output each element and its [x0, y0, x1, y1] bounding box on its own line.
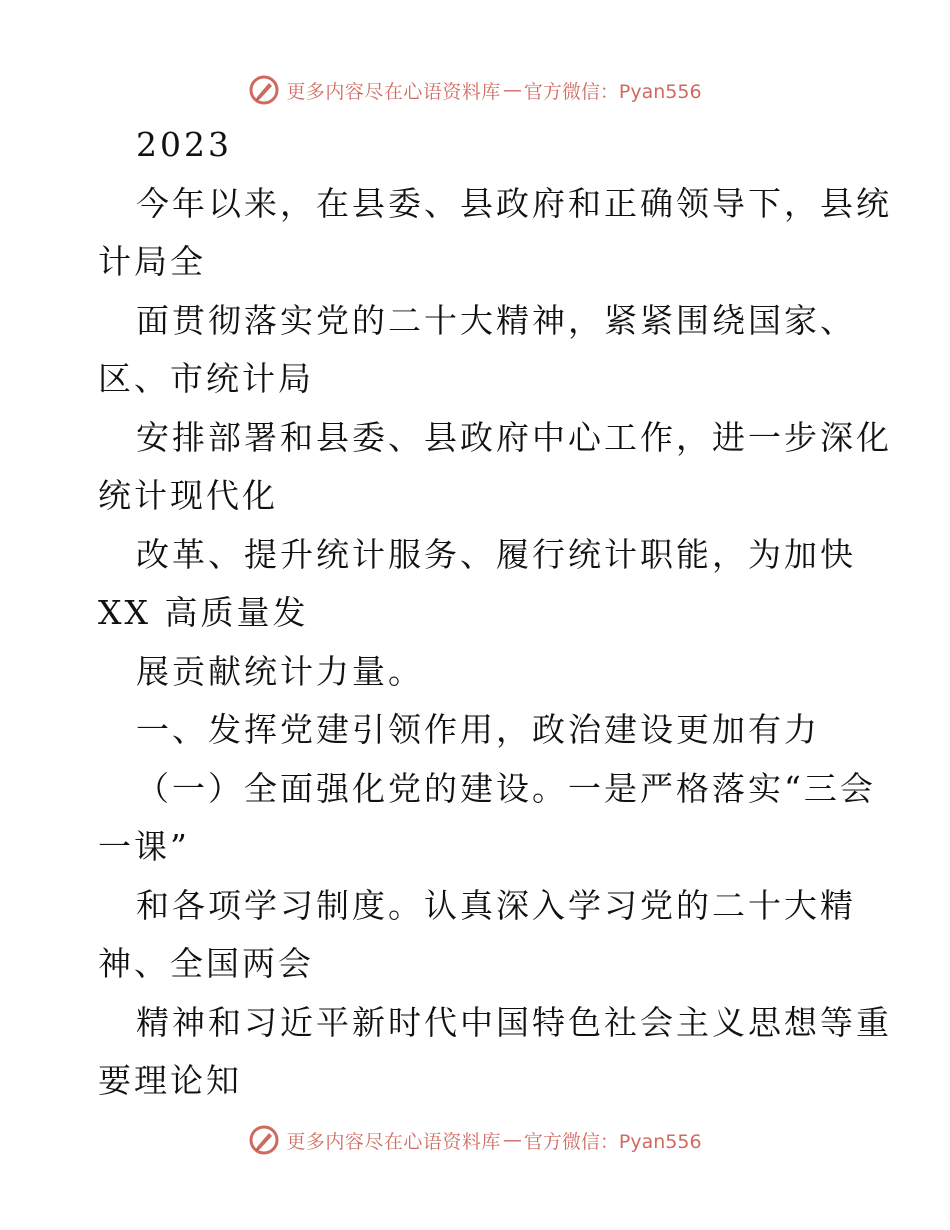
paragraph-line: 和各项学习制度。认真深入学习党的二十大精 [136, 885, 856, 925]
paragraph-line: 一课” [98, 827, 190, 866]
pen-logo-icon [248, 1124, 280, 1156]
watermark-text: 更多内容尽在心语资料库 [286, 1130, 501, 1153]
paragraph-line: （一）全面强化党的建设。一是严格落实“三会 [136, 768, 876, 808]
paragraph-line: 改革、提升统计服务、履行统计职能，为加快 [136, 534, 856, 574]
section-heading: 一、发挥党建引领作用，政治建设更加有力 [136, 710, 820, 749]
watermark-separator: — [502, 79, 522, 101]
paragraph-line: 今年以来，在县委、县政府和正确领导下，县统 [136, 183, 892, 223]
paragraph-line: 2023 [136, 125, 232, 164]
watermark-separator: — [502, 1129, 522, 1151]
paragraph-line: 精神和习近平新时代中国特色社会主义思想等重 [136, 1002, 892, 1042]
paragraph-line: 安排部署和县委、县政府中心工作，进一步深化 [136, 417, 892, 457]
paragraph-line: 计局全 [98, 242, 206, 281]
paragraph-line: 展贡献统计力量。 [136, 651, 424, 691]
paragraph-line: 区、市统计局 [98, 359, 314, 398]
pen-logo-icon [248, 74, 280, 106]
paragraph-line: 面贯彻落实党的二十大精神，紧紧围绕国家、 [136, 300, 856, 340]
footer-watermark [0, 1120, 950, 1160]
paragraph-line: XX 高质量发 [98, 593, 309, 632]
document-body [98, 116, 892, 1111]
paragraph-line: 统计现代化 [98, 476, 278, 515]
watermark-text: 更多内容尽在心语资料库 [286, 80, 501, 103]
paragraph-line: 神、全国两会 [98, 944, 314, 983]
watermark-contact: 官方微信：Pyan556 [523, 1130, 702, 1153]
watermark-contact: 官方微信：Pyan556 [523, 80, 702, 103]
paragraph-line: 要理论知 [98, 1061, 242, 1100]
header-watermark [0, 70, 950, 110]
